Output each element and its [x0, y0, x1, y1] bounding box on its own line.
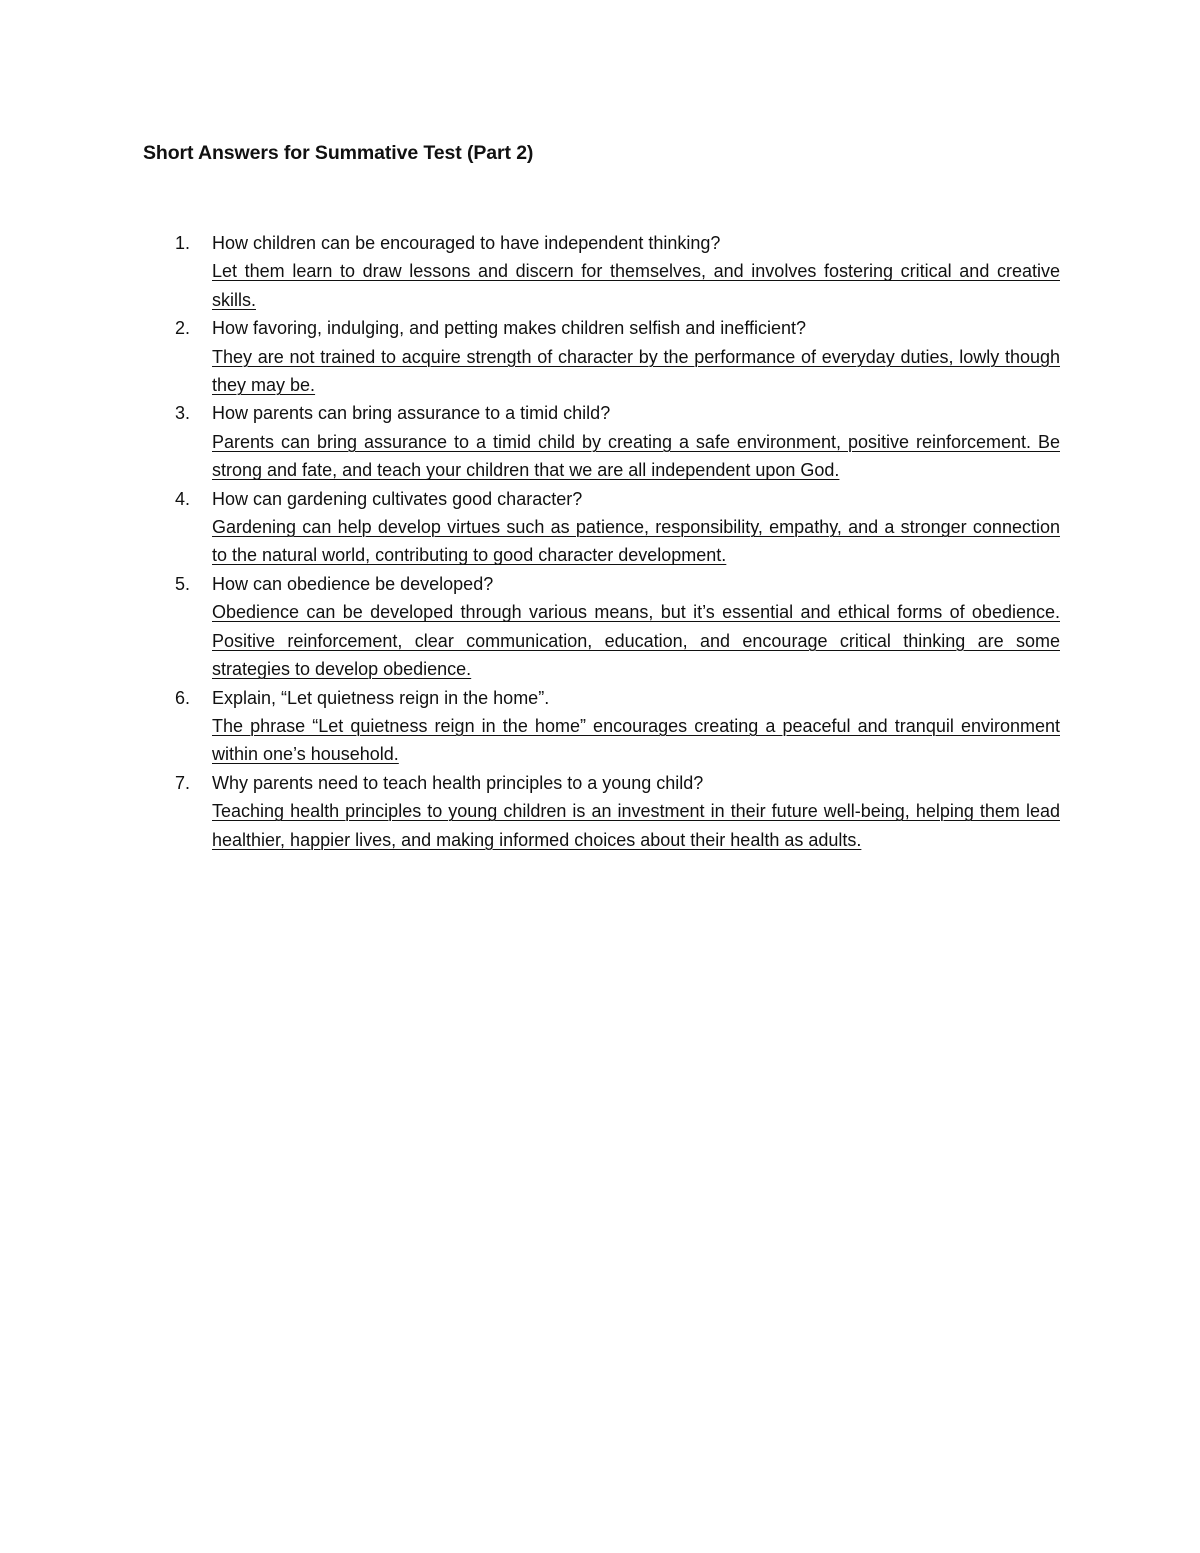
answer-text: Obedience can be developed through various means, but it’s essential and ethical forms of obedience. Positive reinforcement, clear communication, education, and encourage critical thinking are some strategies to develop obedience.: [212, 602, 1060, 680]
question-text: Why parents need to teach health principles to a young child?: [212, 772, 704, 793]
list-item-4: [143, 485, 1060, 570]
answer-text: Let them learn to draw lessons and discern for themselves, and involves fostering critical and creative skills.: [212, 261, 1060, 310]
list-item-7: [143, 769, 1060, 854]
question-text: How can gardening cultivates good character?: [212, 488, 583, 509]
question-text: How children can be encouraged to have independent thinking?: [212, 233, 721, 253]
item-number: 2.: [175, 318, 191, 339]
list-item-3: [143, 399, 1060, 484]
list-item-1: [143, 229, 1060, 314]
answer-text: Gardening can help develop virtues such as patience, responsibility, empathy, and a stronger connection to the natural world, contributing to good character development.: [212, 517, 1060, 566]
list-item-6: [143, 684, 1060, 769]
answer-text: Parents can bring assurance to a timid child by creating a safe environment, positive reinforcement. Be strong and fate, and teach your children that we are all independent upon God.: [212, 431, 1060, 481]
question-text: How can obedience be developed?: [212, 573, 494, 594]
question-list: [143, 229, 1060, 854]
item-number: 3.: [175, 403, 191, 424]
item-number: 1.: [175, 233, 191, 253]
question-text: How favoring, indulging, and petting makes children selfish and inefficient?: [212, 318, 807, 339]
answer-text: They are not trained to acquire strength of character by the performance of everyday duties, lowly though they may be.: [212, 346, 1060, 396]
question-text: How parents can bring assurance to a timid child?: [212, 403, 611, 424]
list-item-2: [143, 314, 1060, 399]
answer-text: The phrase “Let quietness reign in the home” encourages creating a peaceful and tranquil environment within one’s household.: [212, 715, 1060, 765]
document-title: Short Answers for Summative Test (Part 2): [143, 142, 534, 164]
item-number: 6.: [175, 687, 191, 708]
list-item-5: [143, 570, 1060, 684]
item-number: 4.: [175, 488, 191, 509]
item-number: 7.: [175, 772, 191, 793]
question-text: Explain, “Let quietness reign in the home”.: [212, 687, 550, 708]
answer-text: Teaching health principles to young children is an investment in their future well-being, helping them lead healthier, happier lives, and making informed choices about their health as adults.: [212, 801, 1060, 850]
item-number: 5.: [175, 573, 191, 594]
